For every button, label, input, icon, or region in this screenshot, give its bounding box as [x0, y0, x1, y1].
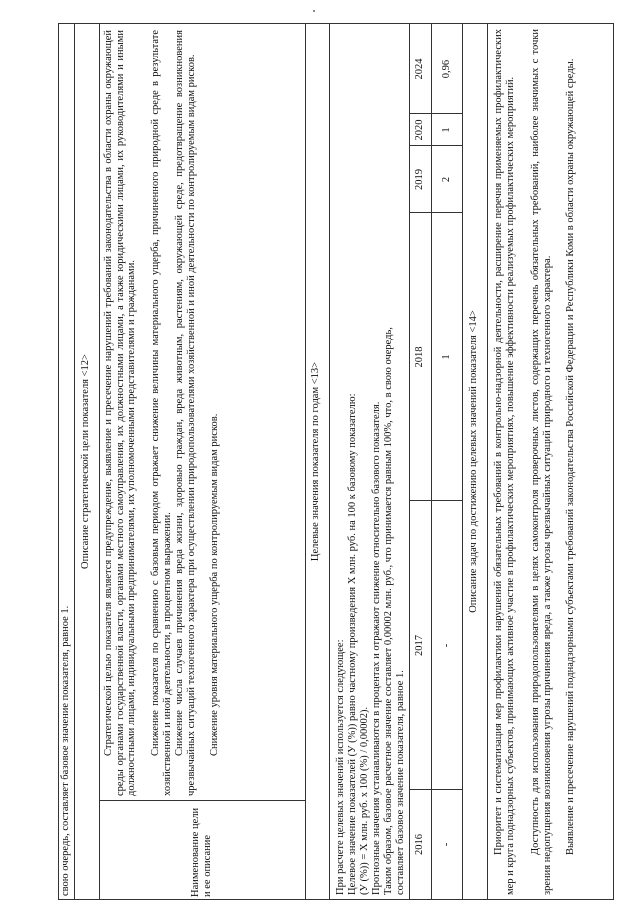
calc-line-1: При расчете целевых значений используется следующее:	[335, 639, 346, 895]
tasks-section-title: Описание задач по достижению целевых значений показателя <14>	[468, 310, 479, 613]
goal-paragraph-2: Снижение показателя по сравнению с базовым периодом отражает снижение величины материального ущерба, причиненного природной среде в результате хозяйственной и иной деятельности, в процентном выражении.	[150, 30, 173, 796]
targets-section-title: Целевые значения показателя по годам <13>	[310, 361, 321, 562]
year-header-2020: 2020	[414, 119, 426, 141]
calc-line-6: составляет базовое значение показателя, равное 1.	[395, 670, 406, 895]
year-header-2024: 2024	[414, 58, 426, 80]
year-value-2019: 2	[440, 176, 452, 183]
goal-row-label: Наименование цели и ее описание	[190, 807, 213, 897]
calc-line-3: (У (%)) = X млн. руб. x 100 (%) / 0,00002).	[359, 706, 370, 895]
year-value-2020: 1	[440, 127, 452, 133]
task-paragraph-1: Приоритет и систематизация мер профилактики нарушений обязательных требований в контрольно-надзорной деятельности, расширение перечня применяемых профилактических мер и круга поднадзорных субъектов, принимающих активное участие в профилактических мероприятиях, повышение эффективности реализуемых профилактических мероприятий.	[493, 29, 516, 895]
task-paragraph-3: Выявление и пресечение нарушений поднадзорными субъектами требований законодательства Российской Федерации и Республики Коми в области охраны окружающей среды.	[565, 58, 576, 855]
goal-paragraph-4: Снижение уровня материального ущерба по контролируемым видам рисков.	[209, 413, 220, 756]
year-header-2017: 2017	[414, 635, 426, 656]
task-paragraph-2: Доступность для использования природопользователями в целях самоконтроля проверочных листов, содержащих перечень обязательных требований, наиболее значимых с точки зрения недопущения возникновения угрозы причинения вреда, а также угрозы чрезвычайных ситуаций природного и техногенного характера.	[530, 29, 553, 895]
year-header-2019: 2019	[414, 169, 426, 190]
year-value-2024: 0,96	[440, 59, 452, 79]
year-value-2018: 1	[440, 354, 452, 360]
strategic-section-title: Описание стратегической цели показателя <12>	[80, 354, 91, 569]
scan-speck	[313, 10, 315, 12]
goal-paragraph-1: Стратегической целью показателя является предупреждение, выявление и пресечение нарушений требований законодательства в области охраны окружающей среды органами государственной власти, органами местного самоуправления, их должностными лицами, а также юридическими лицами, их руководителями и иными должностными лицами, индивидуальными предпринимателями, их уполномоченными представителями и гражданами.	[103, 30, 138, 796]
calc-line-2: Целевое значение показателей (У (%)) равно частному произведения X млн. руб. на 100 к базовому показателю:	[347, 393, 358, 895]
year-value-2017: -	[440, 643, 452, 648]
goal-paragraph-3: Снижение числа случаев причинения вреда жизни, здоровью граждан, вреда животным, растениям, окружающей среде, предотвращение возникновения чрезвычайных ситуаций техногенного характера при осуществлении природопользователями хозяйственной и иной деятельности по контролируемым видам рисков.	[174, 30, 197, 796]
calc-line-5: Таким образом, базовое расчетное значение составляет 0,00002 млн. руб., что принимается равным 100%, что, в свою очередь,	[383, 327, 394, 895]
calc-line-4: Прогнозные значения устанавливаются в процентах и отражают снижение относительно базового показателя.	[371, 401, 382, 895]
document-table	[58, 23, 614, 900]
year-value-2016: -	[440, 842, 452, 847]
continuation-line: свою очередь, составляет базовое значение показателя, равное 1.	[60, 605, 71, 896]
year-header-2016: 2016	[414, 834, 426, 855]
year-header-2018: 2018	[414, 346, 426, 368]
